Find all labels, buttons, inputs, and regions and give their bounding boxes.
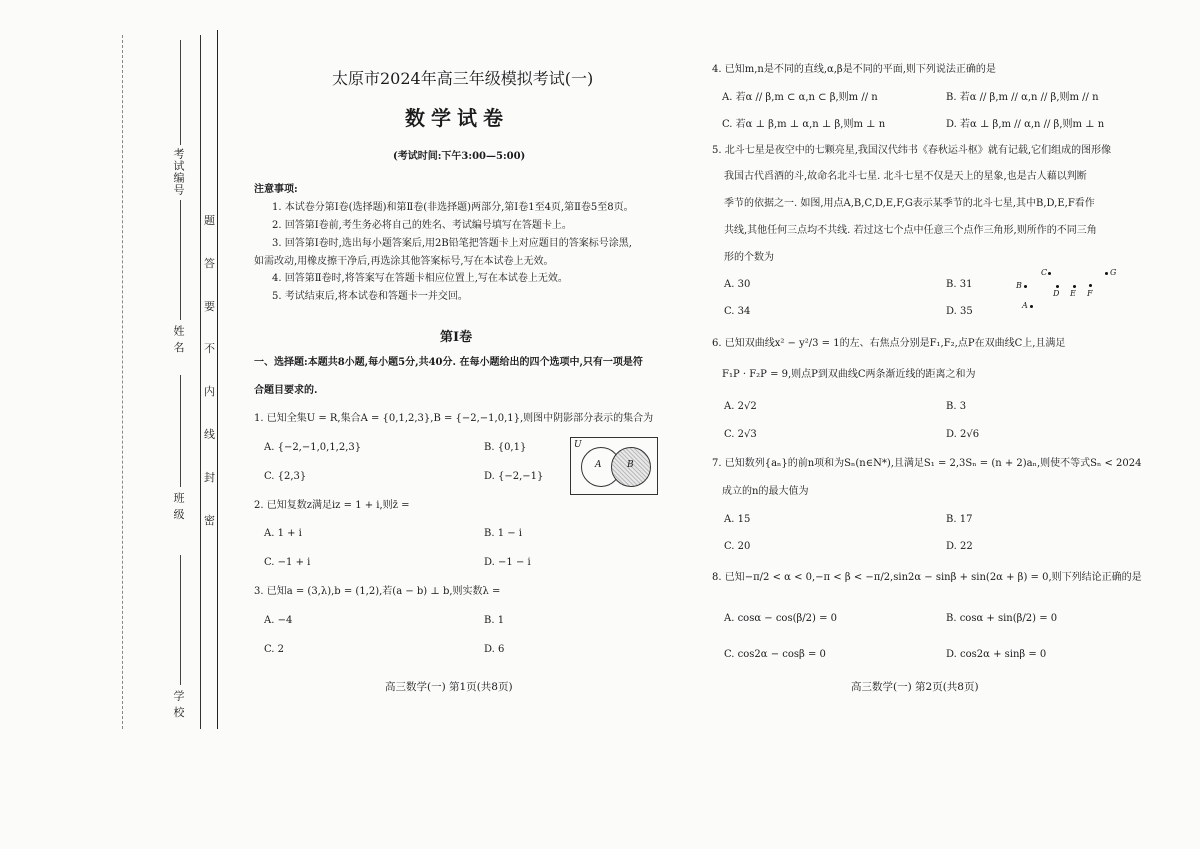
q4-option-d: D. 若α ⊥ β,m // α,n // β,则m ⊥ n — [946, 119, 1105, 130]
venn-label-u: U — [574, 440, 582, 450]
q8-option-c: C. cos2α − cosβ = 0 — [724, 649, 826, 660]
star-label: B — [1016, 281, 1022, 290]
q5-stem: 形的个数为 — [724, 252, 774, 263]
q3-stem: 3. 已知a = (3,λ),b = (1,2),若(a − b) ⊥ b,则实数λ = — [254, 586, 501, 597]
q5-option-a: A. 30 — [724, 279, 751, 290]
q7-stem: 7. 已知数列{aₙ}的前n项和为Sₙ(n∈N*),且满足S₁ = 2,3Sₙ = (n + 2)aₙ,则使不等式Sₙ < 2024 — [712, 458, 1142, 469]
school-field[interactable] — [180, 555, 181, 685]
q3-option-c: C. 2 — [264, 644, 285, 655]
q7-option-c: C. 20 — [724, 541, 751, 552]
q5-stem: 共线,其他任何三点均不共线. 若过这七个点中任意三个点作三角形,则所作的不同三角 — [724, 225, 1097, 236]
q8-stem: 8. 已知−π/2 < α < 0,−π < β < −π/2,sin2α − sinβ + sin(2α + β) = 0,则下列结论正确的是 — [712, 572, 1142, 583]
q6-option-b: B. 3 — [946, 401, 967, 412]
q5-option-d: D. 35 — [946, 306, 973, 317]
q7-option-d: D. 22 — [946, 541, 973, 552]
seal-char: 答 — [204, 257, 215, 270]
seal-char: 封 — [204, 471, 215, 484]
q1-option-b: B. {0,1} — [484, 442, 527, 453]
seal-char: 不 — [204, 342, 215, 355]
q5-option-c: C. 34 — [724, 306, 751, 317]
note-item: 5. 考试结束后,将本试卷和答题卡一并交回。 — [272, 291, 468, 302]
star-d-dot — [1056, 285, 1059, 288]
q1-stem: 1. 已知全集U = R,集合A = {0,1,2,3},B = {−2,−1,0,1},则图中阴影部分表示的集合为 — [254, 413, 654, 424]
binding-line — [200, 35, 201, 729]
q2-option-d: D. −1 − i — [484, 557, 531, 568]
star-e-dot — [1073, 285, 1076, 288]
q3-option-a: A. −4 — [264, 615, 293, 626]
q2-option-b: B. 1 − i — [484, 528, 523, 539]
star-b-dot — [1024, 285, 1027, 288]
q5-stem: 5. 北斗七星是夜空中的七颗亮星,我国汉代纬书《春秋运斗枢》就有记载,它们组成的图形像 — [712, 145, 1112, 156]
q4-stem: 4. 已知m,n是不同的直线,α,β是不同的平面,则下列说法正确的是 — [712, 64, 996, 75]
q3-option-b: B. 1 — [484, 615, 505, 626]
q7-option-b: B. 17 — [946, 514, 973, 525]
name-field[interactable] — [180, 200, 181, 320]
q5-option-b: B. 31 — [946, 279, 973, 290]
q1-option-d: D. {−2,−1} — [484, 471, 544, 482]
q5-stem: 季节的依据之一. 如图,用点A,B,C,D,E,F,G表示某季节的北斗七星,其中B,D,E,F看作 — [724, 198, 1095, 209]
seal-char: 密 — [204, 514, 215, 527]
part1-instructions: 一、选择题:本题共8小题,每小题5分,共40分. 在每小题给出的四个选项中,只有一项是符 — [254, 357, 643, 368]
part1-instructions-cont: 合题目要求的. — [254, 385, 318, 396]
q6-stem: 6. 已知双曲线x² − y²/3 = 1的左、右焦点分别是F₁,F₂,点P在双曲线C上,且满足 — [712, 338, 1066, 349]
q8-option-b: B. cosα + sin(β/2) = 0 — [946, 613, 1058, 624]
venn-diagram — [570, 437, 658, 495]
seal-char: 内 — [204, 385, 215, 398]
seal-line — [217, 30, 218, 729]
q6-stem-cont: F₁P · F₂P = 9,则点P到双曲线C两条渐近线的距离之和为 — [722, 369, 976, 380]
exam-title: 太原市2024年高三年级模拟考试(一) — [332, 69, 594, 88]
q2-option-a: A. 1 + i — [264, 528, 302, 539]
seal-char: 题 — [204, 214, 215, 227]
subject-title: 数学试卷 — [405, 106, 509, 130]
seal-char: 线 — [204, 428, 215, 441]
q2-option-c: C. −1 + i — [264, 557, 311, 568]
name-label: 姓 名 — [172, 325, 185, 354]
q1-option-a: A. {−2,−1,0,1,2,3} — [264, 442, 362, 453]
star-label: F — [1087, 289, 1093, 298]
q7-stem-cont: 成立的n的最大值为 — [722, 486, 809, 497]
school-label: 学 校 — [172, 690, 185, 719]
star-label: C — [1041, 268, 1048, 277]
binding-strip — [0, 0, 235, 849]
q8-option-d: D. cos2α + sinβ = 0 — [946, 649, 1047, 660]
star-g-dot — [1105, 272, 1108, 275]
q8-option-a: A. cosα − cos(β/2) = 0 — [724, 613, 837, 624]
star-label: A — [1022, 301, 1028, 310]
exam-no-label: 考试编号 — [172, 148, 185, 196]
venn-label-a: A — [595, 460, 602, 470]
class-field[interactable] — [180, 375, 181, 487]
q7-option-a: A. 15 — [724, 514, 751, 525]
exam-time: (考试时间:下午3:00—5:00) — [393, 151, 526, 162]
q6-option-a: A. 2√2 — [724, 401, 757, 412]
star-f-dot — [1089, 284, 1092, 287]
q4-option-c: C. 若α ⊥ β,m ⊥ α,n ⊥ β,则m ⊥ n — [722, 119, 886, 130]
class-label: 班 级 — [172, 492, 185, 521]
note-item: 如需改动,用橡皮擦干净后,再选涂其他答案标号,写在本试卷上无效。 — [254, 256, 554, 267]
q6-option-d: D. 2√6 — [946, 429, 980, 440]
q6-option-c: C. 2√3 — [724, 429, 757, 440]
exam-no-field[interactable] — [180, 40, 181, 145]
q5-stem: 我国古代舀酒的斗,故命名北斗七星. 北斗七星不仅是天上的星象,也是古人藉以判断 — [724, 171, 1087, 182]
footer-page2: 高三数学(一) 第2页(共8页) — [851, 681, 979, 693]
star-a-dot — [1030, 305, 1033, 308]
q4-option-a: A. 若α // β,m ⊂ α,n ⊂ β,则m // n — [722, 92, 878, 103]
q4-option-b: B. 若α // β,m // α,n // β,则m // n — [946, 92, 1099, 103]
venn-label-b: B — [627, 460, 634, 470]
note-item: 3. 回答第Ⅰ卷时,选出每小题答案后,用2B铅笔把答题卡上对应题目的答案标号涂黑, — [272, 238, 632, 249]
note-item: 2. 回答第Ⅰ卷前,考生务必将自己的姓名、考试编号填写在答题卡上。 — [272, 220, 572, 231]
q1-option-c: C. {2,3} — [264, 471, 307, 482]
cut-line — [122, 35, 123, 729]
star-c-dot — [1048, 272, 1051, 275]
footer-page1: 高三数学(一) 第1页(共8页) — [385, 681, 513, 693]
star-label: E — [1070, 289, 1076, 298]
star-label: G — [1110, 268, 1117, 277]
star-label: D — [1053, 289, 1060, 298]
note-item: 4. 回答第Ⅱ卷时,将答案写在答题卡相应位置上,写在本试卷上无效。 — [272, 273, 568, 284]
notes-heading: 注意事项: — [254, 184, 298, 195]
note-item: 1. 本试卷分第Ⅰ卷(选择题)和第Ⅱ卷(非选择题)两部分,第Ⅰ卷1至4页,第Ⅱ卷5至8页。 — [272, 202, 634, 213]
q3-option-d: D. 6 — [484, 644, 505, 655]
part1-heading: 第Ⅰ卷 — [440, 330, 473, 345]
q2-stem: 2. 已知复数z满足iz = 1 + i,则z̄ = — [254, 500, 410, 511]
seal-char: 要 — [204, 300, 215, 313]
